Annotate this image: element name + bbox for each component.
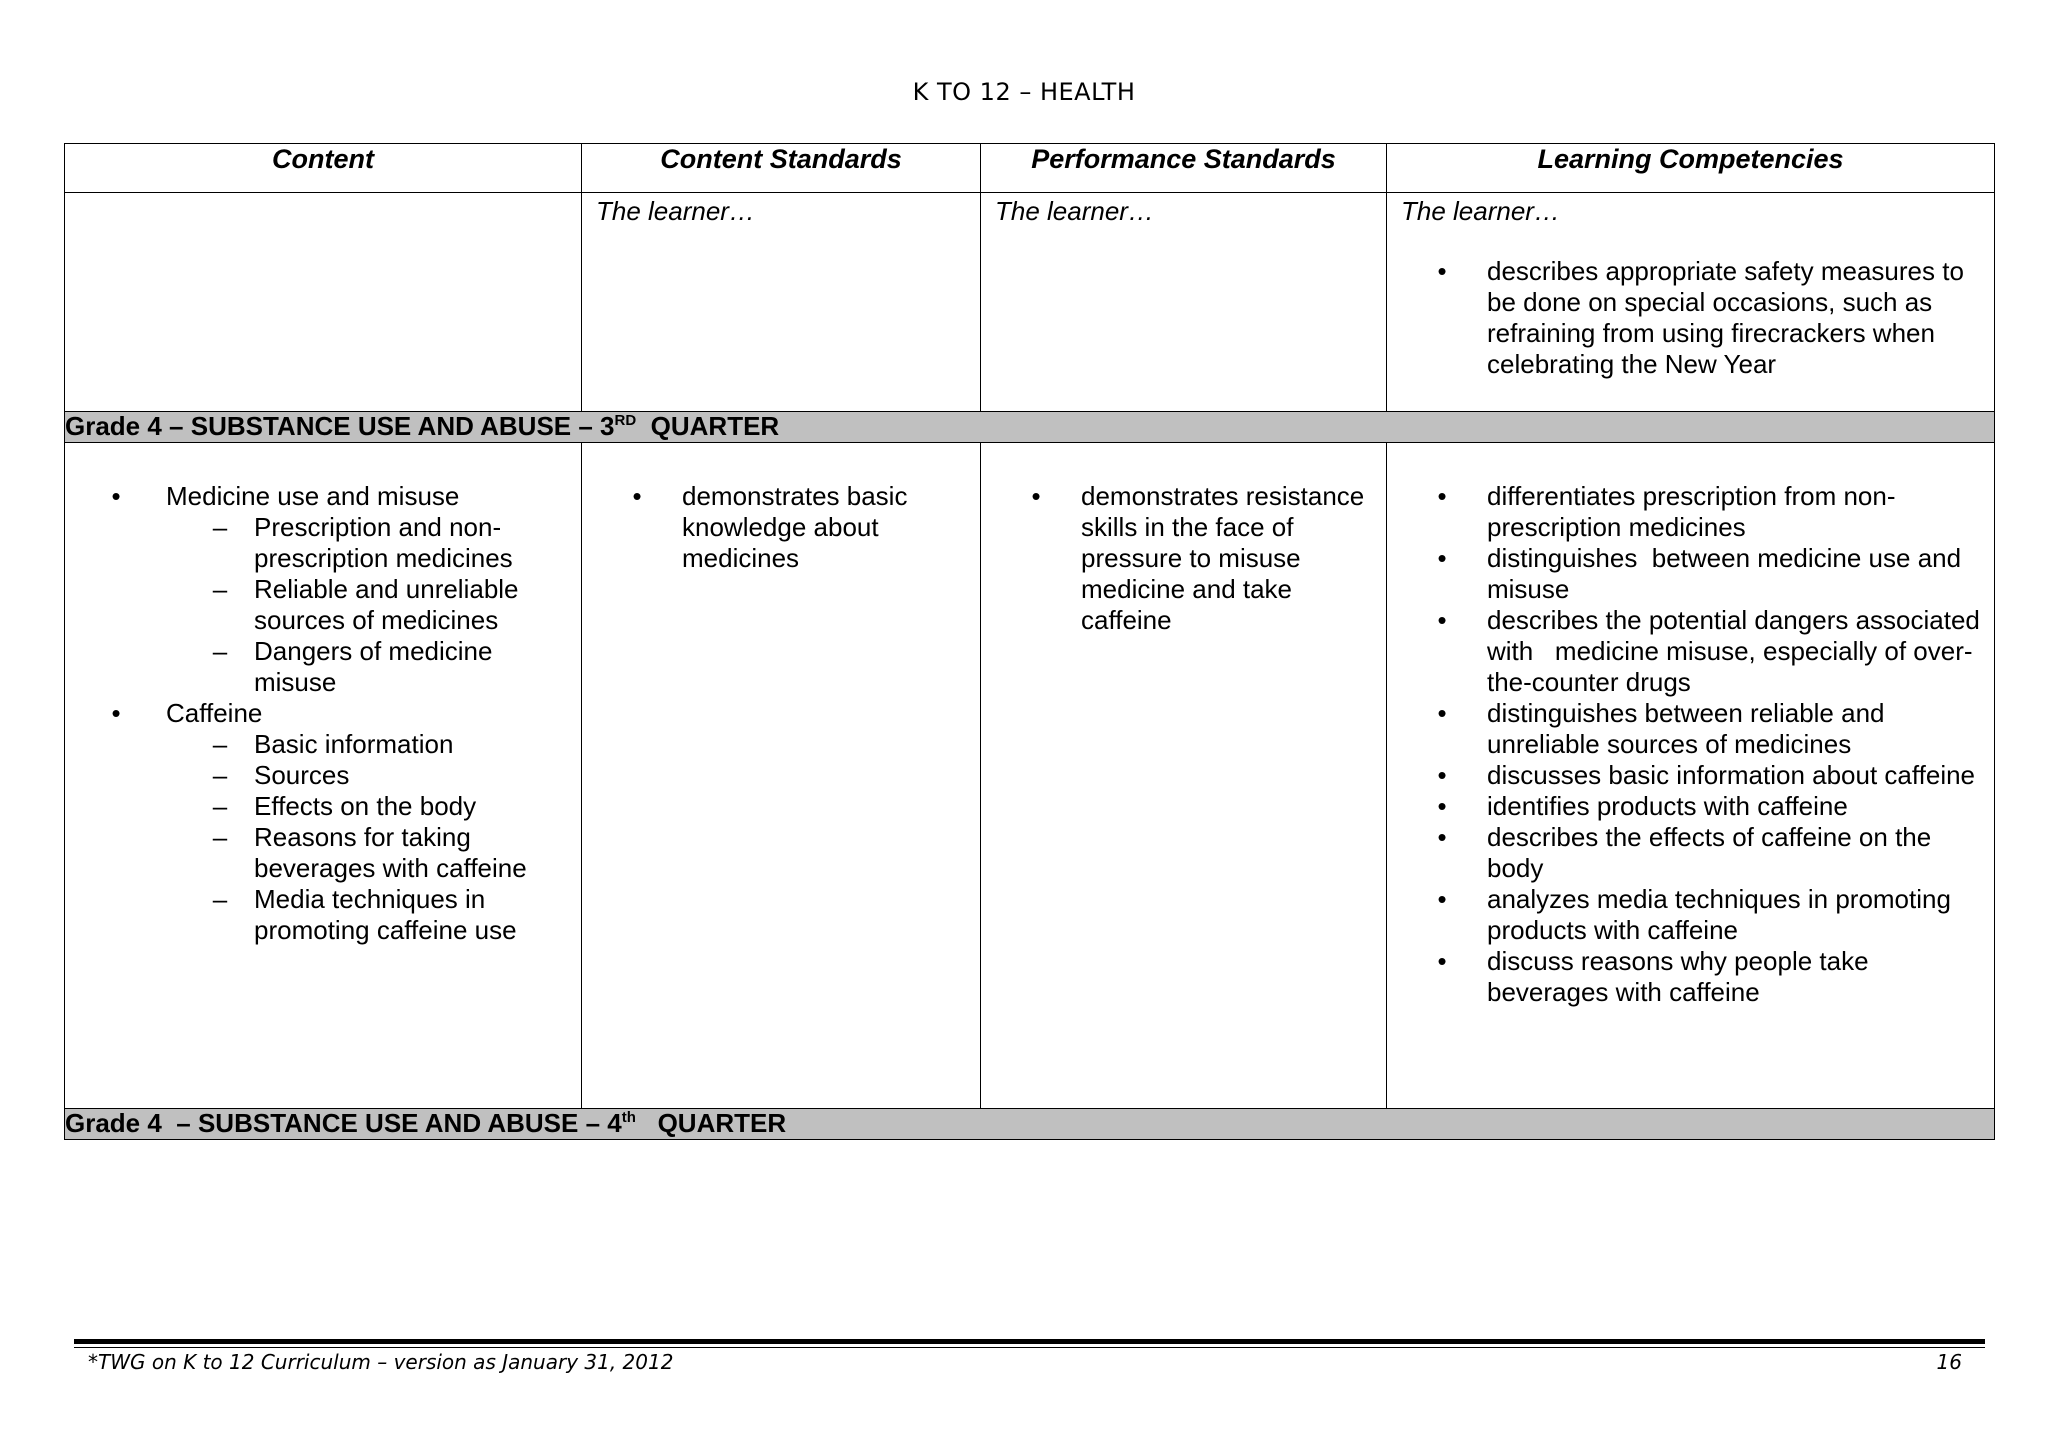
list-item: – Dangers of medicine misuse [166, 636, 551, 698]
page-title: K TO 12 – HEALTH [912, 78, 1136, 106]
sub-list [166, 512, 551, 698]
section-heading: Grade 4 – SUBSTANCE USE AND ABUSE – 4th QUARTER [65, 1109, 1995, 1140]
list-item: • analyzes media techniques in promoting products with caffeine [1387, 884, 1980, 946]
header-performance-standards: Performance Standards [981, 144, 1387, 193]
list-item: • differentiates prescription from non-prescription medicines [1387, 481, 1980, 543]
list-item: – Effects on the body [166, 791, 551, 822]
header-content: Content [65, 144, 582, 193]
header-content-standards: Content Standards [582, 144, 981, 193]
list-item: • distinguishes between reliable and unreliable sources of medicines [1387, 698, 1980, 760]
bullet-icon: • [1437, 605, 1447, 635]
list-item: – Basic information [166, 729, 551, 760]
performance-standards-cell [981, 193, 1387, 412]
list-item: • identifies products with caffeine [1387, 791, 1980, 822]
list-item: – Reliable and unreliable sources of medicines [166, 574, 551, 636]
content-cell [65, 443, 582, 1109]
standards-list [981, 443, 1386, 636]
dash-icon: – [212, 636, 228, 666]
bullet-icon: • [1437, 791, 1447, 821]
section-heading: Grade 4 – SUBSTANCE USE AND ABUSE – 3RD QUARTER [65, 412, 1995, 443]
list-item: • discusses basic information about caffeine [1387, 760, 1980, 791]
bullet-icon: • [1437, 698, 1447, 728]
bullet-icon: • [1437, 481, 1447, 511]
footer-rule-thin [74, 1347, 1985, 1348]
list-item: • demonstrates basic knowledge about medicines [582, 481, 960, 574]
standards-list [582, 443, 980, 574]
bullet-icon: • [1437, 760, 1447, 790]
bullet-icon: • [1437, 822, 1447, 852]
learner-lead: The learner… [995, 196, 1154, 226]
learner-lead: The learner… [596, 196, 755, 226]
dash-icon: – [212, 884, 228, 914]
sub-list [166, 729, 551, 946]
dash-icon: – [212, 760, 228, 790]
content-standards-cell [582, 193, 981, 412]
dash-icon: – [212, 574, 228, 604]
list-item: – Prescription and non-prescription medicines [166, 512, 551, 574]
bullet-icon: • [1437, 543, 1447, 573]
list-item: • Medicine use and misuse – Prescription and non-prescription medicines – Reliable and unreliable sources of medicines – Dangers of medicine misuse [65, 481, 551, 698]
list-item: • discuss reasons why people take beverages with caffeine [1387, 946, 1980, 1008]
bullet-icon: • [1437, 946, 1447, 976]
bullet-icon: • [111, 698, 121, 728]
list-item: – Reasons for taking beverages with caffeine [166, 822, 551, 884]
content-standards-cell [582, 443, 981, 1109]
dash-icon: – [212, 512, 228, 542]
competency-list [1387, 227, 1994, 380]
bullet-icon: • [1437, 884, 1447, 914]
table-row [65, 443, 1995, 1109]
bullet-icon: • [1437, 256, 1447, 286]
quarter-band-3 [65, 412, 1995, 443]
header-learning-competencies: Learning Competencies [1387, 144, 1995, 193]
dash-icon: – [212, 822, 228, 852]
page-number: 16 [1936, 1350, 1962, 1374]
list-item: • distinguishes between medicine use and misuse [1387, 543, 1980, 605]
learning-competencies-cell [1387, 193, 1995, 412]
footer-rule [74, 1339, 1985, 1344]
list-item: • Caffeine – Basic information – Sources – Effects on the body – Reasons for taking beverages with caffeine – Media techniques in promoting caffeine use [65, 698, 551, 946]
list-item: – Sources [166, 760, 551, 791]
learner-lead: The learner… [1401, 196, 1560, 226]
learning-competencies-cell [1387, 443, 1995, 1109]
performance-standards-cell [981, 443, 1387, 1109]
table-row [65, 193, 1995, 412]
list-item: • demonstrates resistance skills in the face of pressure to misuse medicine and take caffeine [981, 481, 1366, 636]
content-cell-empty [65, 193, 582, 412]
bullet-icon: • [1031, 481, 1041, 511]
quarter-band-4 [65, 1109, 1995, 1140]
footer-version-note: *TWG on K to 12 Curriculum – version as January 31, 2012 [88, 1350, 674, 1374]
list-item: • describes the effects of caffeine on the body [1387, 822, 1980, 884]
dash-icon: – [212, 729, 228, 759]
list-item: • describes appropriate safety measures to be done on special occasions, such as refraining from using firecrackers when celebrating the New Year [1387, 256, 1980, 380]
list-item: • describes the potential dangers associated with medicine misuse, especially of over-the-counter drugs [1387, 605, 1980, 698]
bullet-icon: • [111, 481, 121, 511]
dash-icon: – [212, 791, 228, 821]
content-list [65, 443, 581, 946]
curriculum-table [64, 143, 1995, 1140]
bullet-icon: • [632, 481, 642, 511]
list-item: – Media techniques in promoting caffeine use [166, 884, 551, 946]
competency-list [1387, 443, 1994, 1008]
